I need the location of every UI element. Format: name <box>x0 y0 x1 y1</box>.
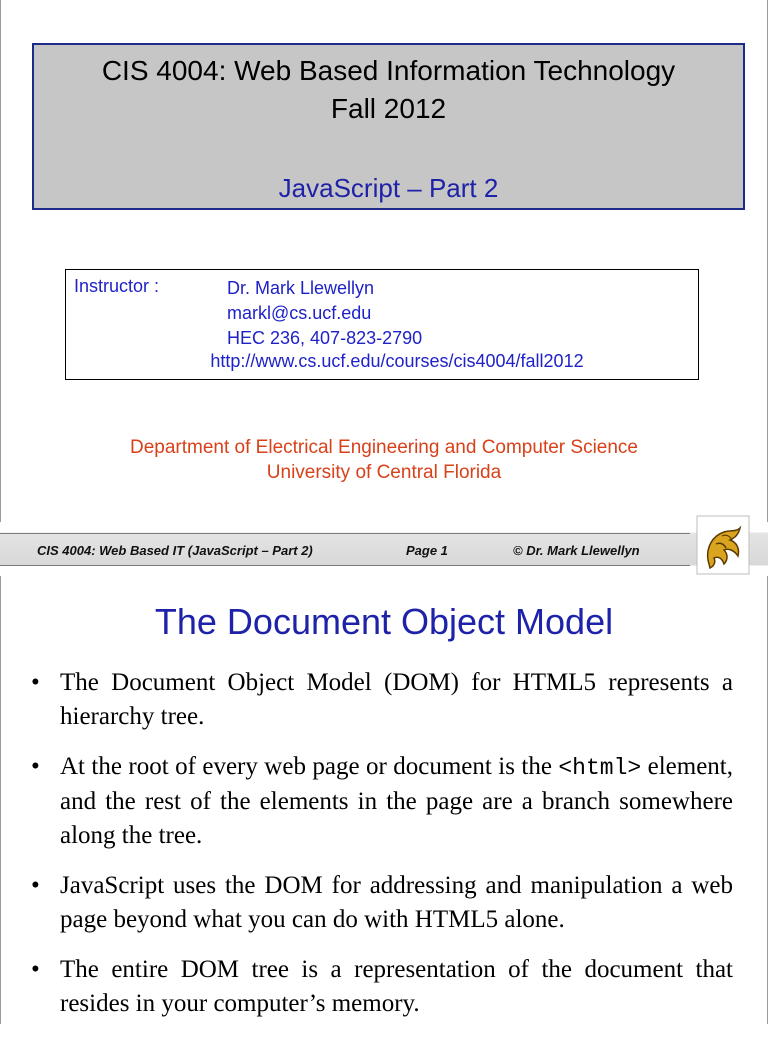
footer-band <box>0 533 690 566</box>
instructor-details <box>227 276 422 351</box>
bullet-item: • JavaScript uses the DOM for addressing and manipulation a web page beyond what you can do with HTML5 alone. <box>31 869 733 937</box>
bullet-list <box>31 666 733 1037</box>
instructor-office: HEC 236, 407-823-2790 <box>227 328 423 348</box>
instructor-label: Instructor : <box>74 276 160 296</box>
slide-title: The Document Object Model <box>154 601 614 642</box>
slide-footer <box>0 522 768 576</box>
term-title: Fall 2012 <box>330 93 447 124</box>
dom-slide <box>0 576 768 1024</box>
footer-copyright: © Dr. Mark Llewellyn <box>513 543 640 558</box>
html-code-token: <html> <box>558 755 642 781</box>
bullet-item <box>31 750 733 853</box>
department-info <box>1 435 767 485</box>
instructor-box <box>65 269 699 380</box>
bullet-text: At the root of every web page or document is the <box>60 753 559 780</box>
footer-page-number: Page 1 <box>406 543 448 558</box>
course-title: CIS 4004: Web Based Information Technology <box>101 55 676 86</box>
ucf-pegasus-logo-icon <box>696 514 750 576</box>
bullet-text: element, and the rest of the elements in the page are a branch somewhere along the tree. <box>60 753 733 849</box>
bullet-item: • The entire DOM tree is a representation of the document that resides in your computer’s memory. <box>31 953 733 1021</box>
instructor-name: Dr. Mark Llewellyn <box>227 278 375 298</box>
footer-course: CIS 4004: Web Based IT (JavaScript – Part 2) <box>37 543 313 558</box>
instructor-email[interactable]: markl@cs.ucf.edu <box>227 303 372 323</box>
course-url-link[interactable]: http://www.cs.ucf.edu/courses/cis4004/fall2012 <box>210 351 584 371</box>
title-box <box>32 43 745 210</box>
university-name: University of Central Florida <box>266 462 502 483</box>
bullet-item: • The Document Object Model (DOM) for HTML5 represents a hierarchy tree. <box>31 666 733 734</box>
lecture-subtitle: JavaScript – Part 2 <box>278 173 499 203</box>
department-name: Department of Electrical Engineering and Computer Science <box>130 437 638 458</box>
